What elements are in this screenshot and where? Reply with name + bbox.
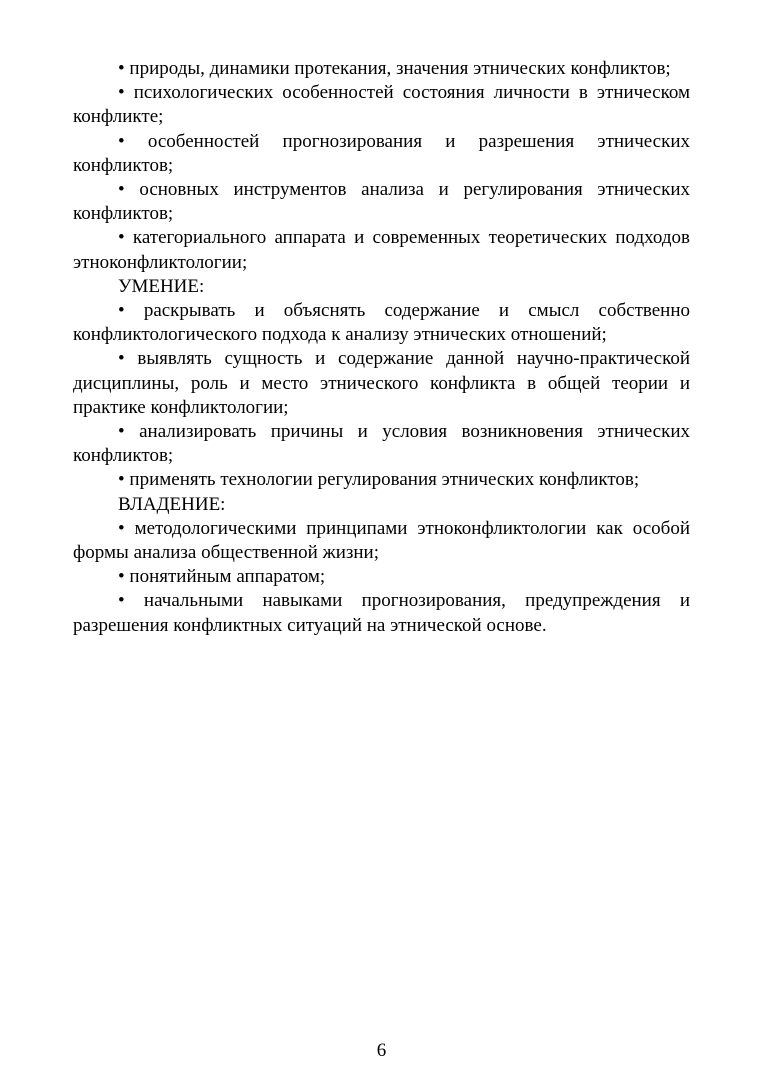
knowledge-item-text: психологических особенностей состояния личности в этническом конфликте;	[73, 82, 691, 128]
knowledge-item-text: категориального аппарата и современных теоретических подходов этноконфликтологии;	[73, 227, 691, 273]
bullet-icon	[118, 421, 139, 442]
knowledge-item	[73, 226, 690, 274]
bullet-icon	[118, 469, 129, 490]
mastery-item	[73, 589, 690, 637]
page-body	[73, 57, 690, 638]
skills-item	[73, 468, 690, 492]
bullet-icon	[118, 348, 137, 369]
mastery-item	[73, 565, 690, 589]
bullet-icon	[118, 82, 134, 103]
bullet-icon	[118, 179, 139, 200]
mastery-item	[73, 517, 690, 565]
skills-item	[73, 347, 690, 420]
knowledge-item	[73, 57, 690, 81]
bullet-icon	[118, 590, 144, 611]
bullet-icon	[118, 566, 129, 587]
skills-heading: УМЕНИЕ:	[118, 275, 205, 297]
skills-item-text: применять технологии регулирования этнических конфликтов;	[129, 469, 640, 491]
mastery-item-text: начальными навыками прогнозирования, предупреждения и разрешения конфликтных ситуаций на этнической основе.	[73, 590, 691, 636]
mastery-item-text: методологическими принципами этноконфликтологии как особой формы анализа общественной жизни;	[73, 517, 690, 564]
knowledge-item	[73, 178, 690, 226]
bullet-icon	[118, 300, 144, 321]
knowledge-item	[73, 81, 690, 129]
mastery-item-text: понятийным аппаратом;	[129, 566, 326, 588]
bullet-icon	[118, 227, 133, 248]
mastery-heading: ВЛАДЕНИЕ:	[118, 493, 226, 515]
page-number: 6	[376, 1040, 387, 1061]
knowledge-item-text: особенностей прогнозирования и разрешения этнических конфликтов;	[73, 130, 691, 176]
knowledge-item-text: основных инструментов анализа и регулирования этнических конфликтов;	[73, 179, 691, 225]
skills-item-text: анализировать причины и условия возникновения этнических конфликтов;	[73, 421, 690, 467]
skills-item	[73, 299, 690, 347]
bullet-icon	[118, 518, 135, 539]
skills-item	[73, 420, 690, 468]
bullet-icon	[118, 131, 148, 152]
knowledge-item-text: природы, динамики протекания, значения этнических конфликтов;	[129, 58, 671, 79]
knowledge-item	[73, 130, 690, 178]
skills-item-text: раскрывать и объяснять содержание и смысл собственно конфликтологического подхода к анализу этнических отношений;	[73, 300, 690, 346]
skills-item-text: выявлять сущность и содержание данной научно-практической дисциплины, роль и место этнического конфликта в общей теории и практике конфликтологии;	[73, 348, 691, 418]
bullet-icon	[118, 58, 129, 79]
